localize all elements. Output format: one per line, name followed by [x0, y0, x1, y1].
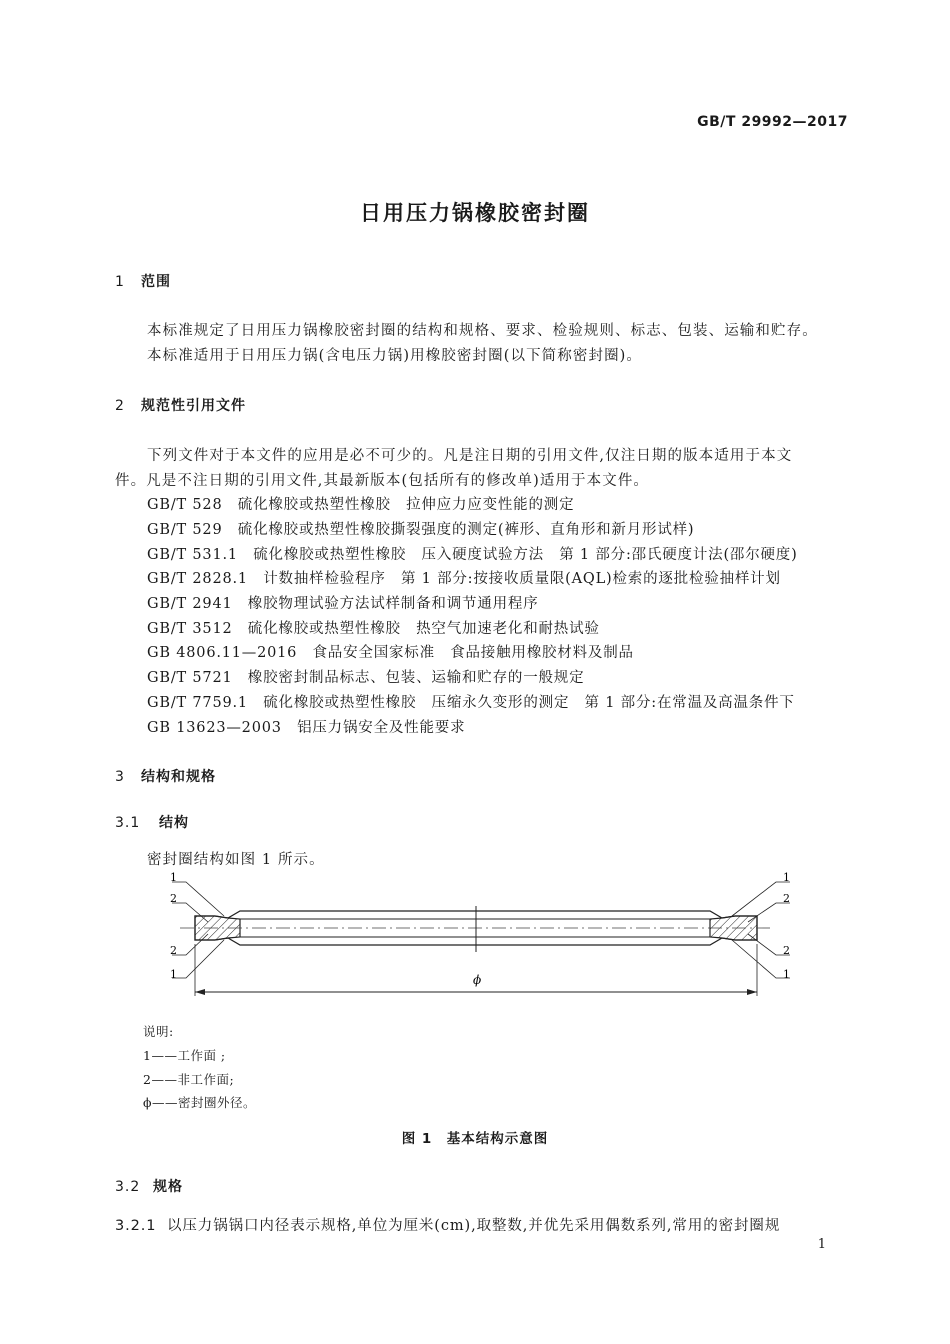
- paragraph: 密封圈结构如图 1 所示。: [147, 852, 325, 868]
- reference-item: GB/T 2828.1 计数抽样检验程序 第 1 部分:按接收质量限(AQL)检索的逐批检验抽样计划: [147, 571, 781, 587]
- label-1: 1: [170, 968, 177, 981]
- subsection-3-2-1: [115, 1214, 780, 1235]
- label-1: 1: [170, 871, 177, 884]
- section-title: 规格: [153, 1179, 183, 1195]
- section-title: 结构和规格: [141, 769, 216, 785]
- dimension-arrow: [747, 989, 757, 995]
- page-number: 1: [817, 1237, 826, 1252]
- label-2: 2: [170, 892, 177, 905]
- legend-item: 2——非工作面;: [143, 1072, 235, 1087]
- reference-item: GB/T 3512 硫化橡胶或热塑性橡胶 热空气加速老化和耐热试验: [147, 621, 600, 637]
- paragraph: 下列文件对于本文件的应用是必不可少的。凡是注日期的引用文件,仅注日期的版本适用于本文: [147, 448, 793, 464]
- paragraph: 本标准规定了日用压力锅橡胶密封圈的结构和规格、要求、检验规则、标志、包装、运输和贮存。: [147, 323, 818, 339]
- seal-ring-diagram: [160, 868, 800, 1000]
- section-number: 1: [115, 274, 125, 290]
- leader-line: [732, 940, 790, 978]
- reference-item: GB/T 5721 橡胶密封制品标志、包装、运输和贮存的一般规定: [147, 670, 585, 686]
- reference-item: GB 13623—2003 铝压力锅安全及性能要求: [147, 720, 466, 736]
- label-2: 2: [783, 944, 790, 957]
- label-2: 2: [170, 944, 177, 957]
- reference-item: GB/T 531.1 硫化橡胶或热塑性橡胶 压入硬度试验方法 第 1 部分:邵氏硬度计法(邵尔硬度): [147, 547, 798, 563]
- section-number: 3: [115, 769, 125, 785]
- subsection-3-1-heading: [115, 812, 189, 832]
- leader-line: [172, 882, 224, 916]
- paragraph: 以压力锅锅口内径表示规格,单位为厘米(cm),取整数,并优先采用偶数系列,常用的密封圈规: [167, 1218, 781, 1234]
- section-2-heading: [115, 395, 246, 415]
- section-number: 3.2.1: [115, 1218, 157, 1234]
- section-title: 规范性引用文件: [141, 398, 246, 414]
- leader-line: [732, 882, 790, 916]
- leader-line: [172, 940, 224, 978]
- label-1: 1: [783, 968, 790, 981]
- reference-item: GB 4806.11—2016 食品安全国家标准 食品接触用橡胶材料及制品: [147, 645, 634, 661]
- legend-title: 说明:: [143, 1024, 174, 1039]
- paragraph: 本标准适用于日用压力锅(含电压力锅)用橡胶密封圈(以下简称密封圈)。: [147, 348, 643, 364]
- document-title: 日用压力锅橡胶密封圈: [360, 201, 590, 225]
- section-3-heading: [115, 766, 216, 786]
- section-number: 3.1: [115, 815, 141, 831]
- subsection-3-2-heading: [115, 1176, 183, 1196]
- standard-code: GB/T 29992—2017: [697, 114, 848, 130]
- section-title: 范围: [141, 274, 171, 290]
- reference-item: GB/T 7759.1 硫化橡胶或热塑性橡胶 压缩永久变形的测定 第 1 部分:在常温及高温条件下: [147, 695, 795, 711]
- reference-item: GB/T 528 硫化橡胶或热塑性橡胶 拉伸应力应变性能的测定: [147, 497, 575, 513]
- label-1: 1: [783, 871, 790, 884]
- label-2: 2: [783, 892, 790, 905]
- section-1-heading: [115, 271, 171, 291]
- legend-item: 1——工作面 ;: [143, 1048, 226, 1063]
- dimension-arrow: [195, 989, 205, 995]
- figure-caption: 图 1 基本结构示意图: [401, 1131, 549, 1147]
- label-phi: ϕ: [473, 973, 482, 987]
- section-number: 2: [115, 398, 125, 414]
- legend-item: ϕ——密封圈外径。: [143, 1095, 257, 1110]
- reference-item: GB/T 2941 橡胶物理试验方法试样制备和调节通用程序: [147, 596, 539, 612]
- paragraph: 件。凡是不注日期的引用文件,其最新版本(包括所有的修改单)适用于本文件。: [115, 473, 650, 489]
- reference-item: GB/T 529 硫化橡胶或热塑性橡胶撕裂强度的测定(裤形、直角形和新月形试样): [147, 522, 695, 538]
- section-title: 结构: [159, 815, 189, 831]
- section-number: 3.2: [115, 1179, 141, 1195]
